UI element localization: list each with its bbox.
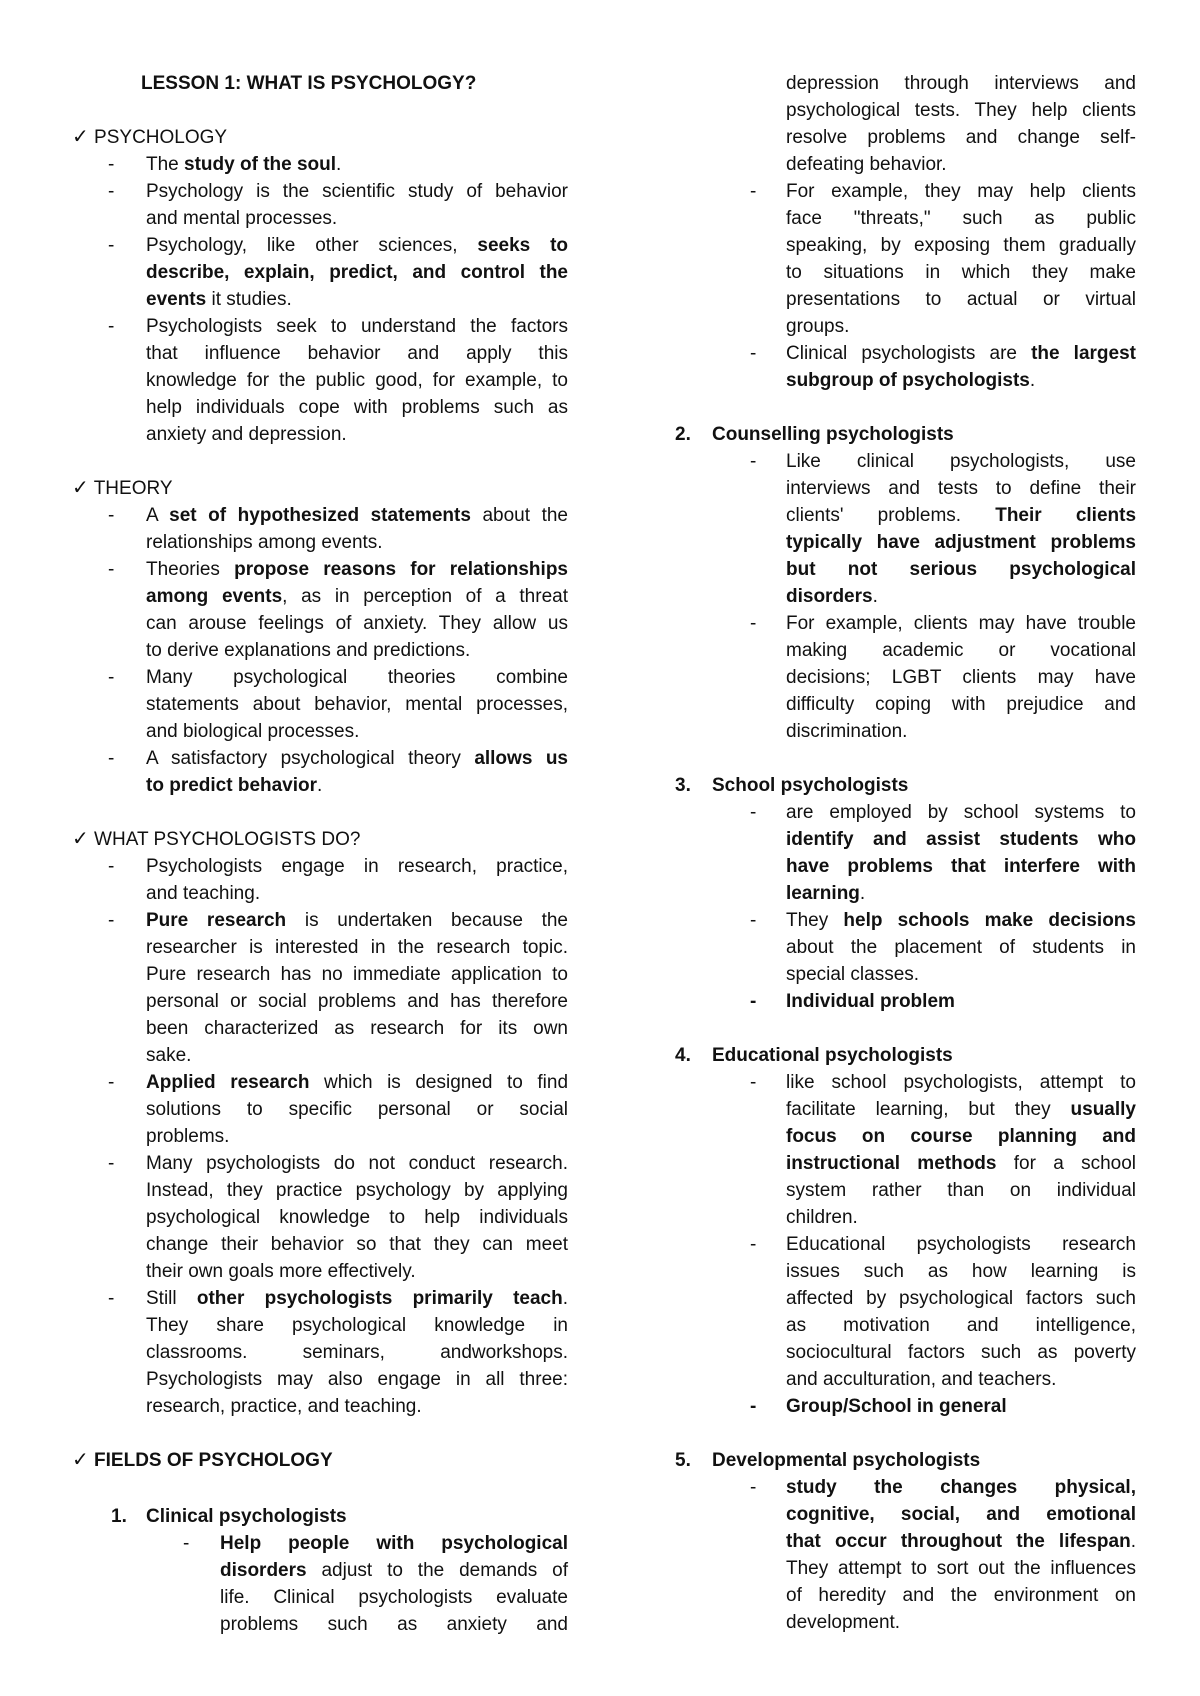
list-item: special classes.: [786, 964, 920, 985]
check-mark-icon: ✓: [72, 1449, 89, 1471]
list-item: Help people with psychological: [220, 1533, 568, 1554]
dash-bullet: -: [183, 1533, 190, 1554]
list-item: to derive explanations and predictions.: [146, 640, 471, 661]
list-item: Psychology is the scientific study of behavior: [146, 181, 568, 202]
list-item: events it studies.: [146, 289, 292, 310]
list-item: Still other psychologists primarily teach.: [146, 1288, 568, 1309]
list-item: statements about behavior, mental processes,: [146, 694, 568, 715]
dash-bullet: -: [750, 802, 757, 823]
list-item: affected by psychological factors such: [786, 1288, 1136, 1309]
list-item: system rather than on individual: [786, 1180, 1136, 1201]
dash-bullet: -: [108, 667, 115, 688]
list-item: as motivation and intelligence,: [786, 1315, 1136, 1336]
field-title-school: School psychologists: [712, 775, 909, 796]
list-item: Applied research which is designed to find: [146, 1072, 569, 1093]
list-item: personal or social problems and has therefore: [146, 991, 568, 1012]
dash-bullet: -: [108, 856, 115, 877]
list-item: Instead, they practice psychology by applying: [146, 1180, 568, 1201]
list-item: problems.: [146, 1126, 230, 1147]
list-number: 5.: [675, 1450, 691, 1471]
list-item: about the placement of students in: [786, 937, 1136, 958]
dash-bullet: -: [750, 343, 757, 364]
list-item: and acculturation, and teachers.: [786, 1369, 1057, 1390]
list-item: Psychology, like other sciences, seeks to: [146, 235, 569, 256]
list-item: children.: [786, 1207, 858, 1228]
list-item: clients' problems. Their clients: [786, 505, 1137, 526]
list-item: and biological processes.: [146, 721, 360, 742]
list-item: but not serious psychological: [786, 559, 1136, 580]
list-item: presentations to actual or virtual: [786, 289, 1136, 310]
list-item: describe, explain, predict, and control the: [146, 262, 568, 283]
list-item: Group/School in general: [786, 1396, 1007, 1417]
dash-bullet: -: [750, 1477, 757, 1498]
list-item: to predict behavior.: [146, 775, 323, 796]
list-item: A satisfactory psychological theory allows us: [146, 748, 568, 769]
dash-bullet: -: [108, 154, 115, 175]
dash-bullet: -: [108, 505, 115, 526]
list-item: study the changes physical,: [786, 1477, 1136, 1498]
list-item: typically have adjustment problems: [786, 532, 1136, 553]
list-item: defeating behavior.: [786, 154, 947, 175]
list-item: help individuals cope with problems such as: [146, 397, 568, 418]
dash-bullet: -: [108, 316, 115, 337]
dash-bullet: -: [108, 1153, 115, 1174]
list-item: research, practice, and teaching.: [146, 1396, 422, 1417]
check-mark-icon: ✓: [72, 126, 89, 148]
dash-bullet: -: [108, 181, 115, 202]
dash-bullet: -: [108, 748, 115, 769]
check-mark-icon: ✓: [72, 477, 89, 499]
dash-bullet: -: [750, 1396, 757, 1417]
list-item: psychological knowledge to help individuals: [146, 1207, 568, 1228]
list-item: interviews and tests to define their: [786, 478, 1136, 499]
list-item: resolve problems and change self-: [786, 127, 1136, 148]
list-number: 2.: [675, 424, 691, 445]
field-title-counselling: Counselling psychologists: [712, 424, 954, 445]
list-item: issues such as how learning is: [786, 1261, 1136, 1282]
field-title-developmental: Developmental psychologists: [712, 1450, 981, 1471]
list-item: psychological tests. They help clients: [786, 100, 1136, 121]
list-item: The study of the soul.: [146, 154, 342, 175]
list-item: knowledge for the public good, for example, to: [146, 370, 568, 391]
list-item: researcher is interested in the research topic.: [146, 937, 568, 958]
list-item: For example, clients may have trouble: [786, 613, 1136, 634]
section-heading-what-psychologists-do: ✓ WHAT PSYCHOLOGISTS DO?: [72, 828, 361, 850]
page-title: LESSON 1: WHAT IS PSYCHOLOGY?: [141, 73, 477, 94]
list-item: disorders.: [786, 586, 878, 607]
list-item: Like clinical psychologists, use: [786, 451, 1136, 472]
list-item: can arouse feelings of anxiety. They allow us: [146, 613, 568, 634]
list-item: problems such as anxiety and: [220, 1614, 568, 1635]
list-item: life. Clinical psychologists evaluate: [220, 1587, 568, 1608]
dash-bullet: -: [108, 1288, 115, 1309]
dash-bullet: -: [108, 235, 115, 256]
list-item: of heredity and the environment on: [786, 1585, 1136, 1606]
list-item: They attempt to sort out the influences: [786, 1558, 1136, 1579]
list-item: Pure research is undertaken because the: [146, 910, 568, 931]
dash-bullet: -: [750, 991, 757, 1012]
list-item: have problems that interfere with: [786, 856, 1136, 877]
list-item: anxiety and depression.: [146, 424, 347, 445]
list-item: focus on course planning and: [786, 1126, 1136, 1147]
list-item: change their behavior so that they can meet: [146, 1234, 568, 1255]
list-item: sake.: [146, 1045, 192, 1066]
list-number: 4.: [675, 1045, 691, 1066]
list-item: Educational psychologists research: [786, 1234, 1136, 1255]
list-item: Clinical psychologists are the largest: [786, 343, 1136, 364]
list-item: Theories propose reasons for relationships: [146, 559, 568, 580]
list-item: learning.: [786, 883, 866, 904]
check-mark-icon: ✓: [72, 828, 89, 850]
dash-bullet: -: [750, 1072, 757, 1093]
list-item: They share psychological knowledge in: [146, 1315, 568, 1336]
list-item: are employed by school systems to: [786, 802, 1136, 823]
field-title-educational: Educational psychologists: [712, 1045, 953, 1066]
section-heading-psychology: ✓ PSYCHOLOGY: [72, 126, 228, 148]
list-item: decisions; LGBT clients may have: [786, 667, 1136, 688]
list-item: instructional methods for a school: [786, 1153, 1136, 1174]
list-item: making academic or vocational: [786, 640, 1136, 661]
list-item: groups.: [786, 316, 850, 337]
list-item: that influence behavior and apply this: [146, 343, 568, 364]
field-title-clinical: Clinical psychologists: [146, 1506, 347, 1527]
list-item: been characterized as research for its own: [146, 1018, 568, 1039]
list-item: difficulty coping with prejudice and: [786, 694, 1136, 715]
list-item: They help schools make decisions: [786, 910, 1136, 931]
dash-bullet: -: [108, 559, 115, 580]
list-item: and mental processes.: [146, 208, 338, 229]
list-item: face "threats," such as public: [786, 208, 1136, 229]
list-item: classrooms. seminars, andworkshops.: [146, 1342, 568, 1363]
list-item: Pure research has no immediate application to: [146, 964, 568, 985]
list-item: Psychologists engage in research, practice,: [146, 856, 568, 877]
list-item: discrimination.: [786, 721, 908, 742]
dash-bullet: -: [108, 910, 115, 931]
list-item: among events, as in perception of a threat: [146, 586, 568, 607]
list-number: 3.: [675, 775, 691, 796]
list-item: solutions to specific personal or social: [146, 1099, 568, 1120]
section-heading-theory: ✓ THEORY: [72, 477, 173, 499]
list-item: For example, they may help clients: [786, 181, 1136, 202]
list-item: Many psychological theories combine: [146, 667, 568, 688]
list-item: identify and assist students who: [786, 829, 1136, 850]
list-item: and teaching.: [146, 883, 261, 904]
list-item: relationships among events.: [146, 532, 383, 553]
list-number: 1.: [111, 1506, 127, 1527]
dash-bullet: -: [750, 910, 757, 931]
list-item: Psychologists may also engage in all three:: [146, 1369, 568, 1390]
list-item: sociocultural factors such as poverty: [786, 1342, 1136, 1363]
list-item: like school psychologists, attempt to: [786, 1072, 1136, 1093]
list-item: development.: [786, 1612, 901, 1633]
list-item: facilitate learning, but they usually: [786, 1099, 1136, 1120]
section-heading-fields: ✓ FIELDS OF PSYCHOLOGY: [72, 1449, 333, 1471]
dash-bullet: -: [750, 181, 757, 202]
list-item: Psychologists seek to understand the factors: [146, 316, 568, 337]
list-item: that occur throughout the lifespan.: [786, 1531, 1136, 1552]
list-item: Individual problem: [786, 991, 955, 1012]
list-item: speaking, by exposing them gradually: [786, 235, 1136, 256]
dash-bullet: -: [750, 1234, 757, 1255]
list-item: to situations in which they make: [786, 262, 1136, 283]
list-item: cognitive, social, and emotional: [786, 1504, 1136, 1525]
list-item: depression through interviews and: [786, 73, 1136, 94]
dash-bullet: -: [108, 1072, 115, 1093]
dash-bullet: -: [750, 451, 757, 472]
list-item: A set of hypothesized statements about the: [146, 505, 568, 526]
list-item: subgroup of psychologists.: [786, 370, 1036, 391]
list-item: Many psychologists do not conduct research.: [146, 1153, 568, 1174]
list-item: disorders adjust to the demands of: [220, 1560, 568, 1581]
list-item: their own goals more effectively.: [146, 1261, 416, 1282]
dash-bullet: -: [750, 613, 757, 634]
